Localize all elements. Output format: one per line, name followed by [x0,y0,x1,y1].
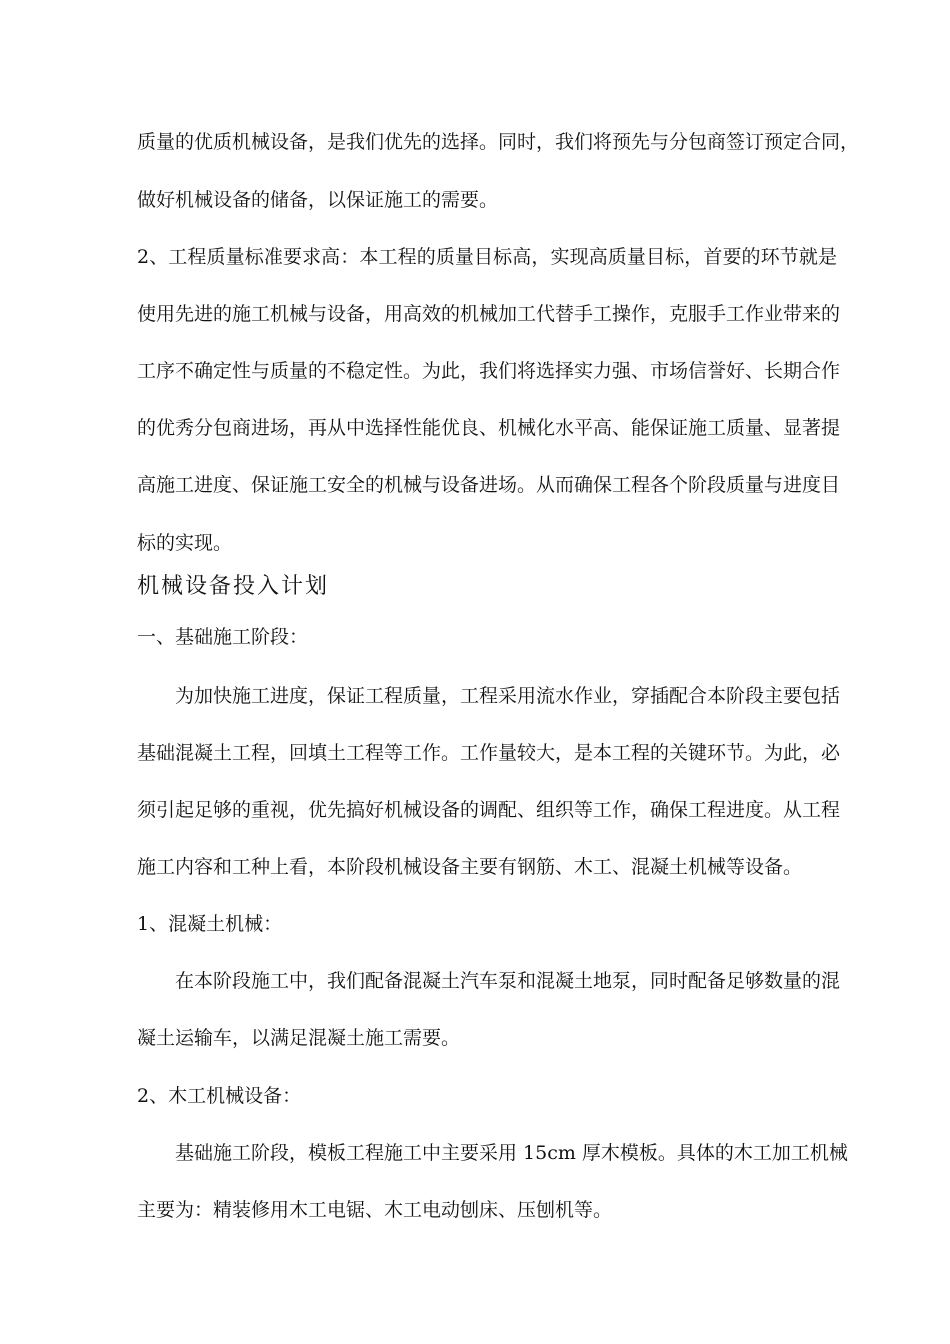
paragraph-line: 为加快施工进度，保证工程质量，工程采用流水作业，穿插配合本阶段主要包括 [175,685,841,707]
section-heading: 机械设备投入计划 [137,574,330,599]
list-item-heading: 1、混凝土机械： [137,913,283,935]
paragraph-line: 施工内容和工种上看，本阶段机械设备主要有钢筋、木工、混凝土机械等设备。 [137,856,803,878]
paragraph-line: 工序不确定性与质量的不稳定性。为此，我们将选择实力强、市场信誉好、长期合作 [137,360,841,382]
paragraph-line: 使用先进的施工机械与设备，用高效的机械加工代替手工操作，克服手工作业带来的 [137,303,841,325]
paragraph-line: 做好机械设备的储备，以保证施工的需要。 [137,189,499,211]
paragraph-line: 高施工进度、保证施工安全的机械与设备进场。从而确保工程各个阶段质量与进度目 [137,474,841,496]
subsection-heading: 一、基础施工阶段： [137,626,309,648]
paragraph-line: 凝土运输车，以满足混凝土施工需要。 [137,1027,461,1049]
paragraph-line: 须引起足够的重视，优先搞好机械设备的调配、组织等工作，确保工程进度。从工程 [137,799,841,821]
list-item-heading: 2、木工机械设备： [137,1085,302,1107]
paragraph-line: 基础混凝土工程，回填土工程等工作。工作量较大，是本工程的关键环节。为此，必 [137,742,841,764]
paragraph-line: 2、工程质量标准要求高：本工程的质量目标高，实现高质量目标，首要的环节就是 [137,246,837,268]
paragraph-line: 标的实现。 [137,532,233,554]
paragraph-line: 在本阶段施工中，我们配备混凝土汽车泵和混凝土地泵，同时配备足够数量的混 [175,970,841,992]
paragraph-line: 的优秀分包商进场，再从中选择性能优良、机械化水平高、能保证施工质量、显著提 [137,417,841,439]
paragraph-line: 基础施工阶段，模板工程施工中主要采用 15cm 厚木模板。具体的木工加工机械 [175,1142,848,1164]
paragraph-line: 质量的优质机械设备，是我们优先的选择。同时，我们将预先与分包商签订预定合同， [137,131,860,153]
paragraph-line: 主要为：精装修用木工电锯、木工电动刨床、压刨机等。 [137,1199,613,1221]
